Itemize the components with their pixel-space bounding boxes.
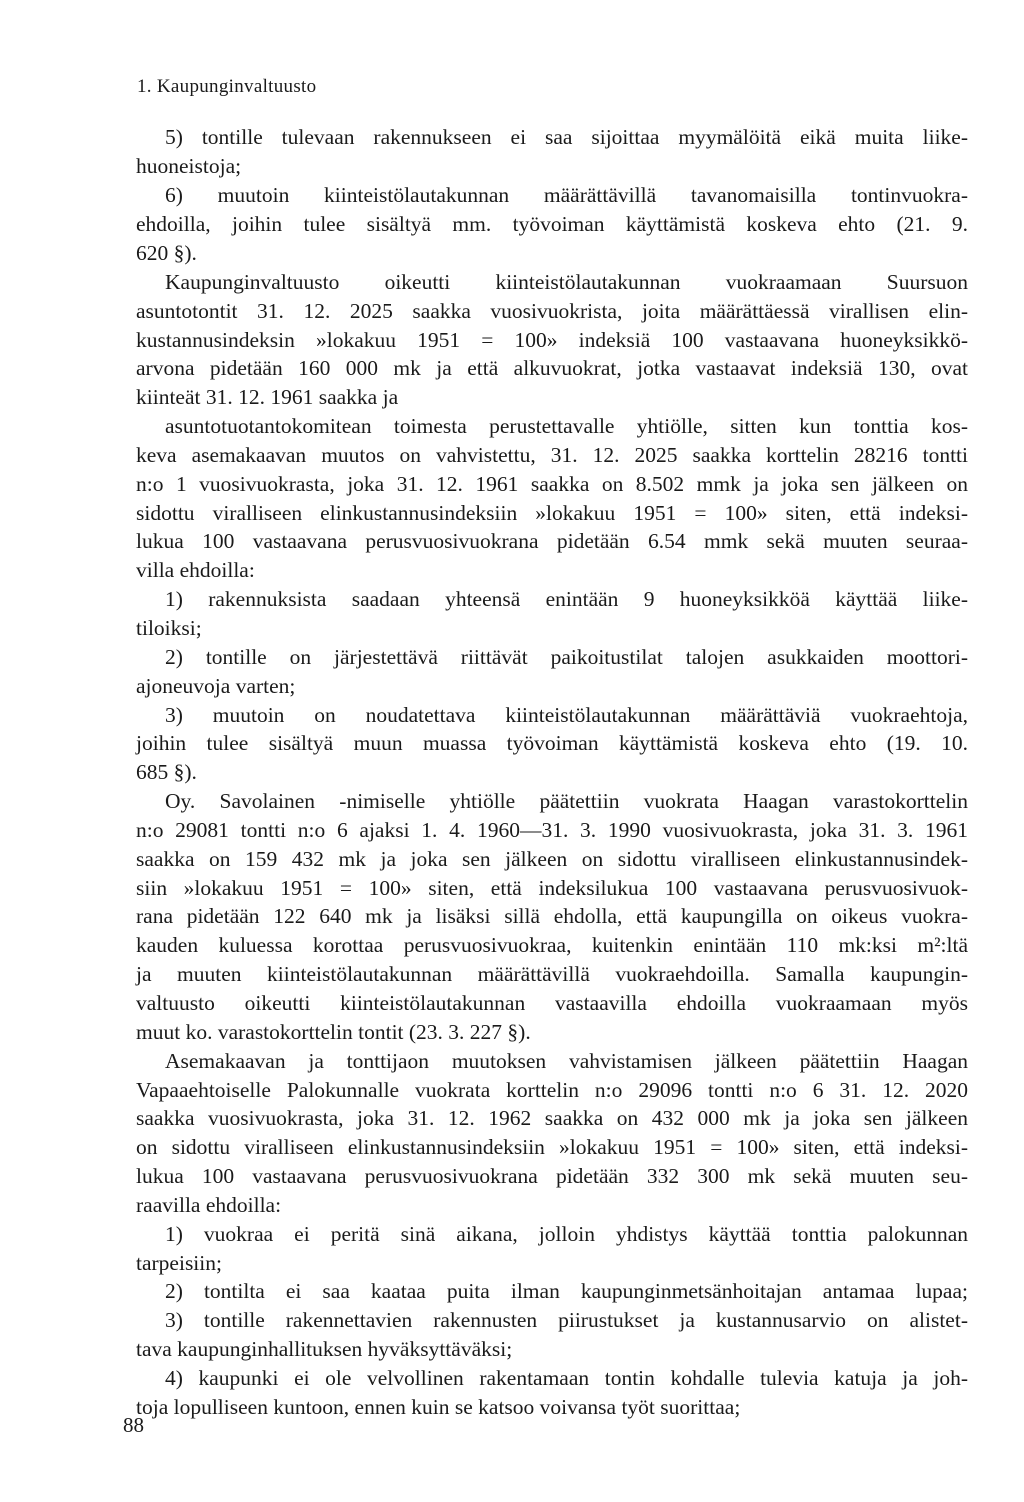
body-line: keva asemakaavan muutos on vahvistettu, 31. 12. 2025 saakka korttelin 28216 tontti	[136, 443, 968, 467]
body-line: 2) tontilta ei saa kaataa puita ilman kaupunginmetsänhoitajan antamaa lupaa;	[165, 1279, 968, 1303]
body-line: rana pidetään 122 640 mk ja lisäksi sillä ehdolla, että kaupungilla on oikeus vuokra-	[136, 904, 968, 928]
body-line: sidottu viralliseen elinkustannusindeksiin »lokakuu 1951 = 100» siten, että indeksi-	[136, 501, 968, 525]
body-line: ehdoilla, joihin tulee sisältyä mm. työvoiman käyttämistä koskeva ehto (21. 9.	[136, 212, 968, 236]
body-line: joihin tulee sisältyä muun muassa työvoiman käyttämistä koskeva ehto (19. 10.	[136, 731, 968, 755]
page-number: 88	[123, 1413, 144, 1437]
body-line: ja muuten kiinteistölautakunnan määrättävillä vuokraehdoilla. Samalla kaupungin-	[136, 962, 968, 986]
body-line: 685 §).	[136, 760, 197, 784]
body-line: kustannusindeksin »lokakuu 1951 = 100» indeksiä 100 vastaavana huoneyksikkö-	[136, 328, 968, 352]
body-line: siin »lokakuu 1951 = 100» siten, että indeksilukua 100 vastaavana perusvuosivuok-	[136, 876, 968, 900]
body-line: 5) tontille tulevaan rakennukseen ei saa sijoittaa myymälöitä eikä muita liike-	[165, 125, 968, 149]
running-head: 1. Kaupunginvaltuusto	[137, 76, 317, 97]
body-line: 3) muutoin on noudatettava kiinteistölautakunnan määrättäviä vuokraehtoja,	[165, 703, 968, 727]
body-line: muut ko. varastokorttelin tontit (23. 3. 227 §).	[136, 1020, 531, 1044]
body-line: arvona pidetään 160 000 mk ja että alkuvuokrat, jotka vastaavat indeksiä 130, ovat	[136, 356, 968, 380]
body-line: huoneistoja;	[136, 154, 242, 178]
body-line: lukua 100 vastaavana perusvuosivuokrana pidetään 332 300 mk sekä muuten seu-	[136, 1164, 968, 1188]
body-line: 620 §).	[136, 241, 197, 265]
body-line: 2) tontille on järjestettävä riittävät paikoitustilat talojen asukkaiden moottori-	[165, 645, 968, 669]
body-line: asuntotuotantokomitean toimesta perustettavalle yhtiölle, sitten kun tonttia kos-	[165, 414, 968, 438]
body-line: 3) tontille rakennettavien rakennusten piirustukset ja kustannusarvio on alistet-	[165, 1308, 968, 1332]
body-line: saakka on 159 432 mk ja joka sen jälkeen on sidottu viralliseen elinkustannusindek-	[136, 847, 968, 871]
body-line: n:o 1 vuosivuokrasta, joka 31. 12. 1961 saakka on 8.502 mmk ja joka sen jälkeen on	[136, 472, 968, 496]
body-line: tiloiksi;	[136, 616, 202, 640]
body-line: kauden kuluessa korottaa perusvuosivuokraa, kuitenkin enintään 110 mk:ksi m²:ltä	[136, 933, 968, 957]
body-line: tava kaupunginhallituksen hyväksyttäväksi;	[136, 1337, 513, 1361]
body-line: kiinteät 31. 12. 1961 saakka ja	[136, 385, 399, 409]
body-line: raavilla ehdoilla:	[136, 1193, 282, 1217]
body-line: 1) rakennuksista saadaan yhteensä enintään 9 huoneyksikköä käyttää liike-	[165, 587, 968, 611]
body-line: ajoneuvoja varten;	[136, 674, 296, 698]
body-line: 1) vuokraa ei peritä sinä aikana, jolloin yhdistys käyttää tonttia palokunnan	[165, 1222, 968, 1246]
body-line: Oy. Savolainen -nimiselle yhtiölle päätettiin vuokrata Haagan varastokorttelin	[165, 789, 968, 813]
body-line: 6) muutoin kiinteistölautakunnan määrättävillä tavanomaisilla tontinvuokra-	[165, 183, 968, 207]
body-line: villa ehdoilla:	[136, 558, 255, 582]
body-line: asuntotontit 31. 12. 2025 saakka vuosivuokrista, joita määrättäessä virallisen elin-	[136, 299, 968, 323]
body-line: n:o 29081 tontti n:o 6 ajaksi 1. 4. 1960—31. 3. 1990 vuosivuokrasta, joka 31. 3. 1961	[136, 818, 968, 842]
body-line: Vapaaehtoiselle Palokunnalle vuokrata korttelin n:o 29096 tontti n:o 6 31. 12. 2020	[136, 1078, 968, 1102]
body-line: Asemakaavan ja tonttijaon muutoksen vahvistamisen jälkeen päätettiin Haagan	[165, 1049, 968, 1073]
body-line: 4) kaupunki ei ole velvollinen rakentamaan tontin kohdalle tulevia katuja ja joh-	[165, 1366, 968, 1390]
body-line: Kaupunginvaltuusto oikeutti kiinteistölautakunnan vuokraamaan Suursuon	[165, 270, 968, 294]
body-line: toja lopulliseen kuntoon, ennen kuin se katsoo voivansa työt suorittaa;	[136, 1395, 741, 1419]
body-line: on sidottu viralliseen elinkustannusindeksiin »lokakuu 1951 = 100» siten, että indeksi-	[136, 1135, 968, 1159]
body-line: saakka vuosivuokrasta, joka 31. 12. 1962 saakka on 432 000 mk ja joka sen jälkeen	[136, 1106, 968, 1130]
body-line: lukua 100 vastaavana perusvuosivuokrana pidetään 6.54 mmk sekä muuten seuraa-	[136, 529, 968, 553]
body-line: valtuusto oikeutti kiinteistölautakunnan vastaavilla ehdoilla vuokraamaan myös	[136, 991, 968, 1015]
body-line: tarpeisiin;	[136, 1251, 222, 1275]
